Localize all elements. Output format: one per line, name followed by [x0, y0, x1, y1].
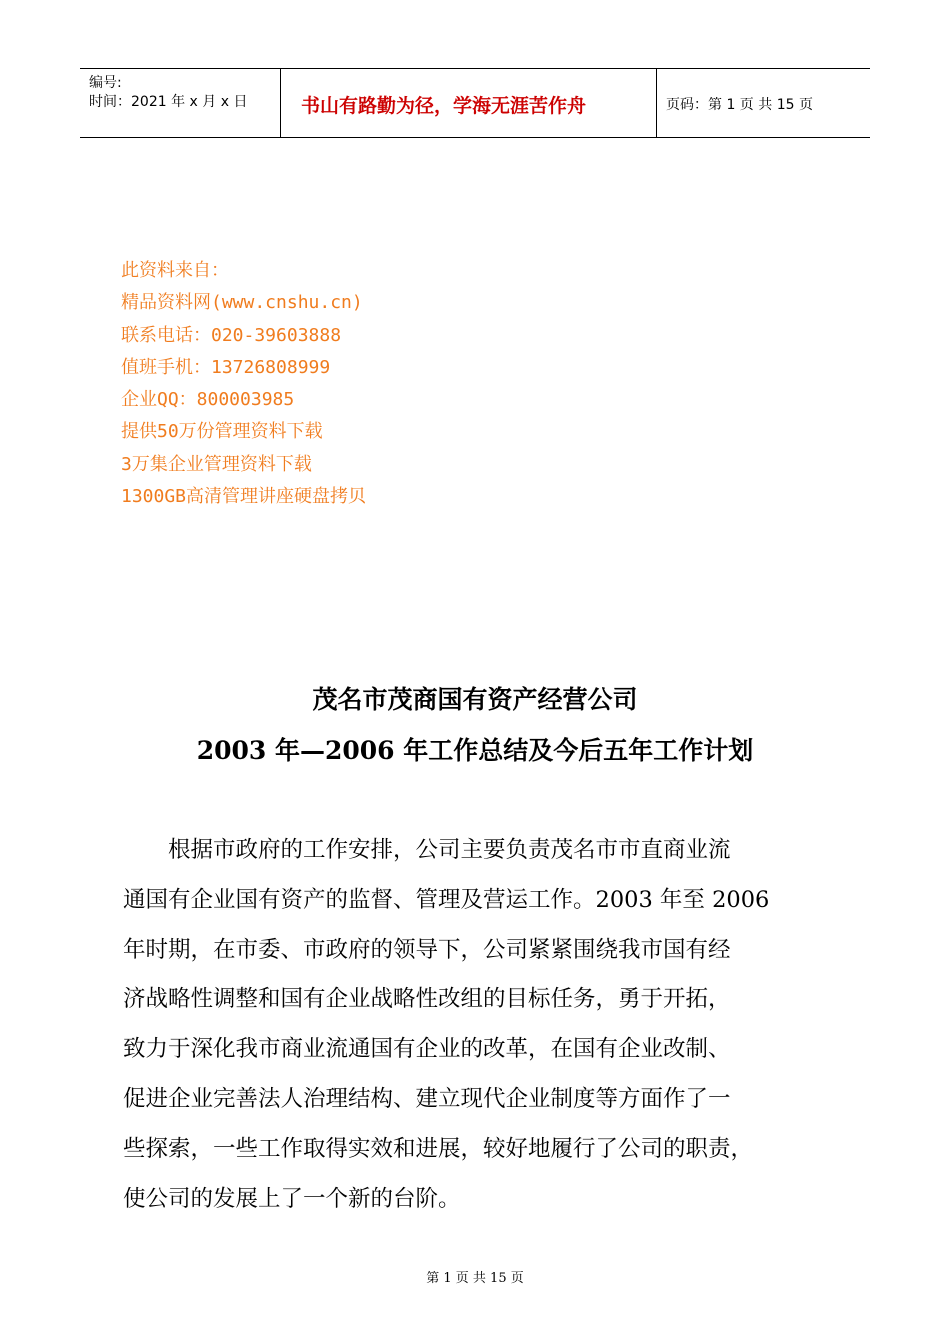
document-title-line-1: 茂名市茂商国有资产经营公司: [312, 685, 638, 714]
source-line: 精品资料网(www.cnshu.cn): [121, 292, 363, 314]
body-line: 根据市政府的工作安排，公司主要负责茂名市市直商业流: [123, 837, 731, 863]
source-line: 联系电话：020-39603888: [121, 324, 342, 346]
header-motto: 书山有路勤为径，学海无涯苦作舟: [301, 95, 587, 117]
body-line: 致力于深化我市商业流通国有企业的改革，在国有企业改制、: [123, 1036, 731, 1063]
source-line: 值班手机：13726808999: [121, 356, 331, 378]
header-right-cell: [657, 69, 870, 137]
footer-page-number: 第 1 页 共 15 页: [426, 1271, 524, 1286]
source-line: 提供50万份管理资料下载: [121, 421, 323, 443]
source-info-block: [121, 255, 366, 513]
body-line: 年时期，在市委、市政府的领导下，公司紧紧围绕我市国有经: [123, 936, 731, 963]
body-line: 些探索，一些工作取得实效和进展，较好地履行了公司的职责，: [123, 1135, 754, 1162]
header-left-cell: [80, 69, 281, 137]
header-page-number: 页码：第 1 页 共 15 页: [666, 97, 813, 113]
header-middle-cell: [281, 69, 657, 137]
header-table: [80, 68, 870, 138]
source-line: 3万集企业管理资料下载: [121, 453, 312, 475]
source-line: 1300GB高清管理讲座硬盘拷贝: [121, 486, 367, 508]
document-time-label: 时间：2021 年 x 月 x 日: [89, 94, 248, 110]
body-paragraph: [123, 826, 843, 1224]
source-line: 此资料来自：: [121, 260, 229, 281]
body-line: 使公司的发展上了一个新的台阶。: [123, 1185, 461, 1212]
body-line: 济战略性调整和国有企业战略性改组的目标任务，勇于开拓，: [123, 986, 731, 1013]
document-code-label: 编号:: [89, 75, 122, 91]
document-title-line-2: 2003 年—2006 年工作总结及今后五年工作计划: [196, 736, 754, 765]
body-line: 促进企业完善法人治理结构、建立现代企业制度等方面作了一: [123, 1085, 731, 1112]
body-line: 通国有企业国有资产的监督、管理及营运工作。2003 年至 2006: [123, 886, 770, 913]
source-line: 企业QQ：800003985: [121, 389, 295, 411]
